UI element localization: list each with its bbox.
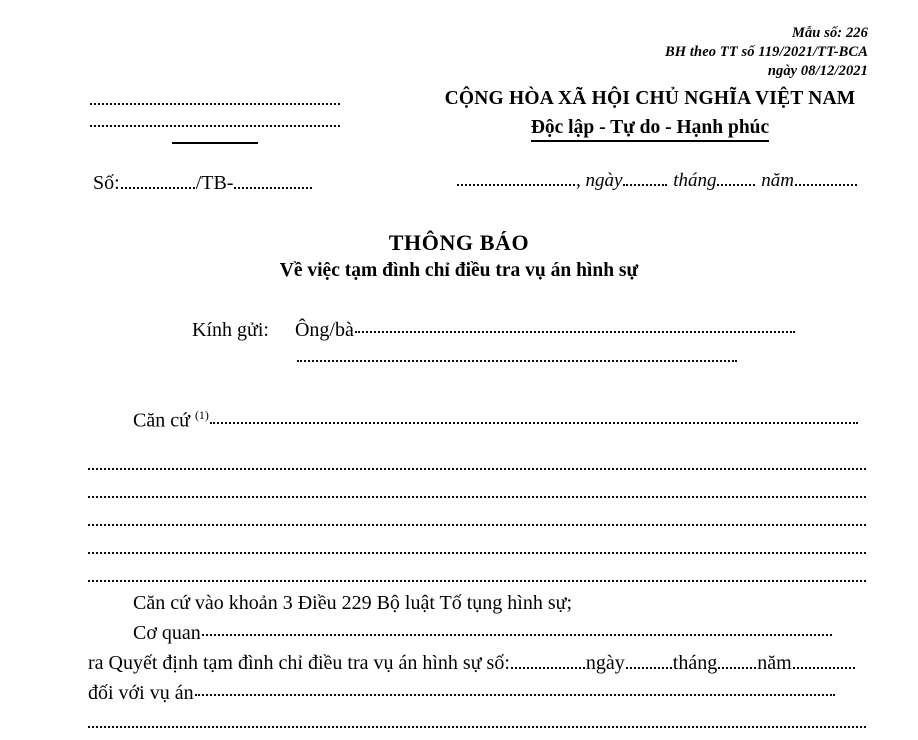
decision-month-label: tháng [672,652,718,674]
document-number-suffix-field[interactable] [234,175,312,189]
page-subtitle: Về việc tạm đình chỉ điều tra vụ án hình sự [279,260,639,281]
blank-line[interactable] [88,529,866,557]
blank-line-rule [88,552,866,554]
blank-line-rule [88,496,866,498]
decision-reference-line[interactable] [88,652,856,675]
case-subject-line[interactable] [88,682,836,705]
blank-line-rule [88,524,866,526]
date-line[interactable] [456,170,858,192]
trailing-blank-line[interactable] [88,726,866,728]
decision-day-label: ngày [585,652,625,674]
document-number-label: Số: [93,172,120,194]
agency-underline-rule [172,142,258,144]
basis-line[interactable] [133,408,859,433]
agency-name-label: Cơ quan [133,622,201,644]
recipient-label: Kính gửi: [192,319,269,341]
legal-basis-statement: Căn cứ vào khoản 3 Điều 229 Bộ luật Tố tụng hình sự; [133,592,573,614]
decision-day-field[interactable] [626,655,672,669]
document-number-separator: /TB- [195,172,234,194]
date-line-comma: , [576,170,581,191]
country-name: CỘNG HÒA XÃ HỘI CHỦ NGHĨA VIỆT NAM [444,88,856,109]
year-field[interactable] [795,172,857,186]
basis-label: Căn cứ [133,409,190,432]
blank-line[interactable] [88,445,866,473]
blank-line[interactable] [88,501,866,529]
decision-number-field[interactable] [511,655,585,669]
decision-year-label: năm [757,652,792,674]
month-label: tháng [673,170,717,191]
month-field[interactable] [717,172,755,186]
blank-line-rule [88,580,866,582]
agency-line-2[interactable] [90,114,340,136]
case-subject-field[interactable] [195,682,835,696]
basis-blank-lines [88,445,866,585]
form-code-date: ngày 08/12/2021 [767,63,868,79]
recipient-line-2[interactable] [297,360,737,362]
trailing-blank-line-rule [88,726,866,728]
form-code-block [665,24,868,81]
day-field[interactable] [623,172,667,186]
form-code-number: Mẫu số: 226 [791,25,868,41]
basis-field[interactable] [210,409,858,423]
agency-line-2-rule [90,125,340,127]
national-motto: Độc lập - Tự do - Hạnh phúc [531,117,769,142]
page-title: THÔNG BÁO [388,230,530,255]
day-label: ngày [585,170,623,191]
basis-footnote-marker: (1) [194,408,209,422]
decision-year-field[interactable] [793,655,855,669]
form-code-circular: BH theo TT số 119/2021/TT-BCA [665,44,868,60]
year-label: năm [761,170,794,191]
blank-line-rule [88,468,866,470]
agency-line-1-rule [90,103,340,105]
agency-line-1[interactable] [90,92,340,114]
recipient-line-2-rule [297,360,737,362]
place-field[interactable] [457,172,575,186]
document-number-line[interactable] [93,172,313,195]
recipient-honorific: Ông/bà [294,319,354,341]
blank-line[interactable] [88,473,866,501]
case-subject-label: đối với vụ án [88,682,194,704]
national-heading [400,88,900,142]
issuing-agency-block [90,92,340,144]
recipient-line[interactable] [192,319,796,342]
blank-line[interactable] [88,557,866,585]
decision-month-field[interactable] [718,655,756,669]
decision-reference-prefix: ra Quyết định tạm đình chỉ điều tra vụ án hình sự số: [88,652,510,674]
agency-name-field[interactable] [202,622,832,636]
recipient-name-field[interactable] [355,319,795,333]
document-number-field[interactable] [121,175,195,189]
agency-name-line[interactable] [133,622,833,645]
